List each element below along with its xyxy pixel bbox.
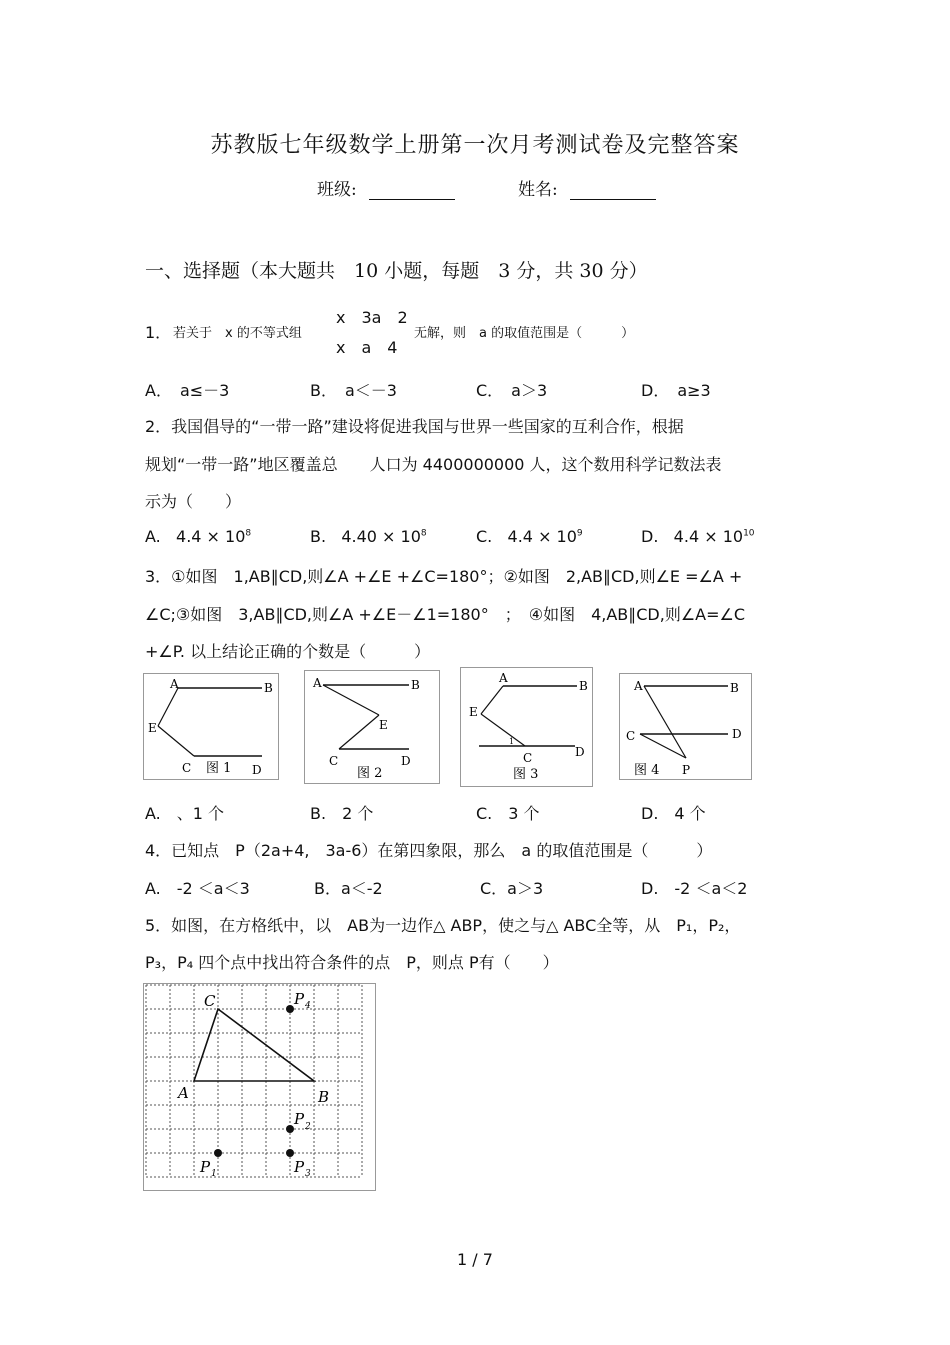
svg-text:B: B [579,679,588,693]
point-p3 [286,1149,294,1157]
page-title: 苏教版七年级数学上册第一次月考测试卷及完整答案 [210,133,740,158]
q4-option-b: B．a＜-2 [314,879,383,898]
q3-figure-3-drawing [461,668,592,786]
q1-number: 1． [145,323,172,342]
q3-figure-3-caption: 图 3 [513,767,539,782]
svg-text:C: C [626,729,636,743]
svg-text:C: C [523,751,533,765]
q5-line-1: 5．如图，在方格纸中，以 AB为一边作△ ABP，使之与△ ABC全等，从 P₁，P₂， [145,916,741,935]
label-p3-sub: 3 [305,1169,311,1179]
q2-option-b-exp: 8 [420,528,427,539]
q2-option-c-base: 4.4 × 10 [507,527,577,546]
q3-option-c: C. 3 个 [476,804,540,823]
section-heading: 一、选择题（本大题共 10 小题，每题 3 分，共 30 分） [145,260,648,282]
q3-figure-2 [304,670,440,784]
q5-grid-figure [143,983,376,1191]
q2-option-d-base: 4.4 × 10 [673,527,744,546]
q3-line-1: 3．①如图 1,AB∥CD,则∠A +∠E +∠C=180°；②如图 2,AB∥CD,则∠E =∠A + [145,567,743,586]
q3-figure-1-caption: 图 1 [206,761,232,776]
q4-stem: 4．已知点 P（2a+4, 3a-6）在第四象限，那么 a 的取值范围是（ ） [145,841,713,860]
label-a: A [178,1084,189,1102]
q2-option-d-label: D. [641,527,659,546]
label-p4-sub: 4 [305,1001,311,1011]
q3-figure-4-caption: 图 4 [634,763,660,778]
point-p1 [214,1149,222,1157]
name-field [518,175,656,200]
page-number: 1 / 7 [457,1250,493,1269]
name-blank[interactable] [570,181,656,200]
svg-text:B: B [730,681,739,695]
point-p4 [286,1005,294,1013]
svg-text:B: B [411,678,420,692]
svg-text:A: A [170,677,179,691]
q1-option-d: D． a≥3 [641,381,711,400]
svg-text:E: E [379,718,388,732]
q3-figure-1 [143,673,279,780]
class-label: 班级: [317,180,357,200]
svg-text:E: E [148,721,157,735]
q3-figure-2-drawing [305,671,439,783]
q4-option-a: A. -2 ＜a＜3 [145,879,250,898]
label-p2-sub: 2 [305,1122,311,1132]
svg-text:P: P [682,763,691,777]
class-blank[interactable] [369,181,455,200]
svg-text:D: D [732,727,742,741]
svg-text:D: D [575,745,585,759]
q2-option-c-exp: 9 [576,528,583,539]
q2-option-d [641,527,755,546]
q2-option-c-label: C. [476,527,493,546]
q3-line-3: +∠P. 以上结论正确的个数是（ ） [145,642,431,661]
q5-line-2: P₃，P₄ 四个点中找出符合条件的点 P，则点 P有（ ） [145,953,559,972]
q3-line-2: ∠C;③如图 3,AB∥CD,则∠A +∠E－∠1=180° ； ④如图 4,AB∥CD,则∠A=∠C [145,605,746,624]
q1-stem-a: 若关于 x 的不等式组 [173,326,302,341]
label-b: B [318,1088,330,1106]
q1-stem-b: 无解，则 a 的取值范围是（ ） [414,326,635,341]
q3-figure-4 [619,673,752,780]
q1-option-a: A． a≤－3 [145,381,230,400]
svg-text:D: D [252,763,262,777]
q3-figure-2-caption: 图 2 [357,766,383,781]
q2-option-b-label: B. [310,527,327,546]
q2-option-d-exp: 10 [743,528,755,539]
q4-option-c: C．a＞3 [480,879,544,898]
svg-text:A: A [313,676,322,690]
q1-option-c: C． a＞3 [476,381,548,400]
svg-text:C: C [329,754,339,768]
q2-option-c [476,527,583,546]
svg-text:A: A [499,671,508,685]
q1-system-top: x 3a 2 [336,308,408,327]
q2-option-a-exp: 8 [245,528,252,539]
svg-text:A: A [634,679,643,693]
q2-line-2: 规划“一带一路”地区覆盖总 人口为 4400000000 人，这个数用科学记数法表 [145,455,722,474]
svg-text:C: C [182,761,192,775]
q1-option-b: B． a＜－3 [310,381,397,400]
class-field [317,175,455,200]
q2-line-3: 示为（ ） [145,492,242,511]
svg-text:D: D [401,754,411,768]
q3-figure-4-drawing [620,674,751,779]
triangle-abc [194,1009,314,1081]
label-p1-sub: 1 [211,1169,217,1179]
point-p2 [286,1125,294,1133]
q1-system-bottom: x a 4 [336,338,398,357]
q2-option-b [310,527,427,546]
svg-text:B: B [264,681,273,695]
q4-option-d: D. -2 ＜a＜2 [641,879,748,898]
q2-option-a-base: 4.4 × 10 [176,527,246,546]
label-p3: P [294,1158,305,1176]
q2-option-a [145,527,251,546]
label-c: C [204,992,216,1010]
q5-grid-drawing [144,984,375,1190]
label-p1: P [200,1158,211,1176]
q3-figure-3 [460,667,593,787]
label-p4: P [294,990,305,1008]
q2-line-1: 2．我国倡导的“一带一路”建设将促进我国与世界一些国家的互利合作，根据 [145,417,684,436]
q3-option-b: B. 2 个 [310,804,374,823]
svg-text:1: 1 [509,737,515,746]
svg-text:E: E [469,705,478,719]
label-p2: P [294,1110,305,1128]
q2-option-a-label: A. [145,527,161,546]
q3-option-a: A. 、1 个 [145,804,225,823]
q3-option-d: D. 4 个 [641,804,706,823]
q2-option-b-base: 4.40 × 10 [341,527,421,546]
name-label: 姓名: [518,180,558,200]
q3-figure-1-drawing [144,674,278,779]
